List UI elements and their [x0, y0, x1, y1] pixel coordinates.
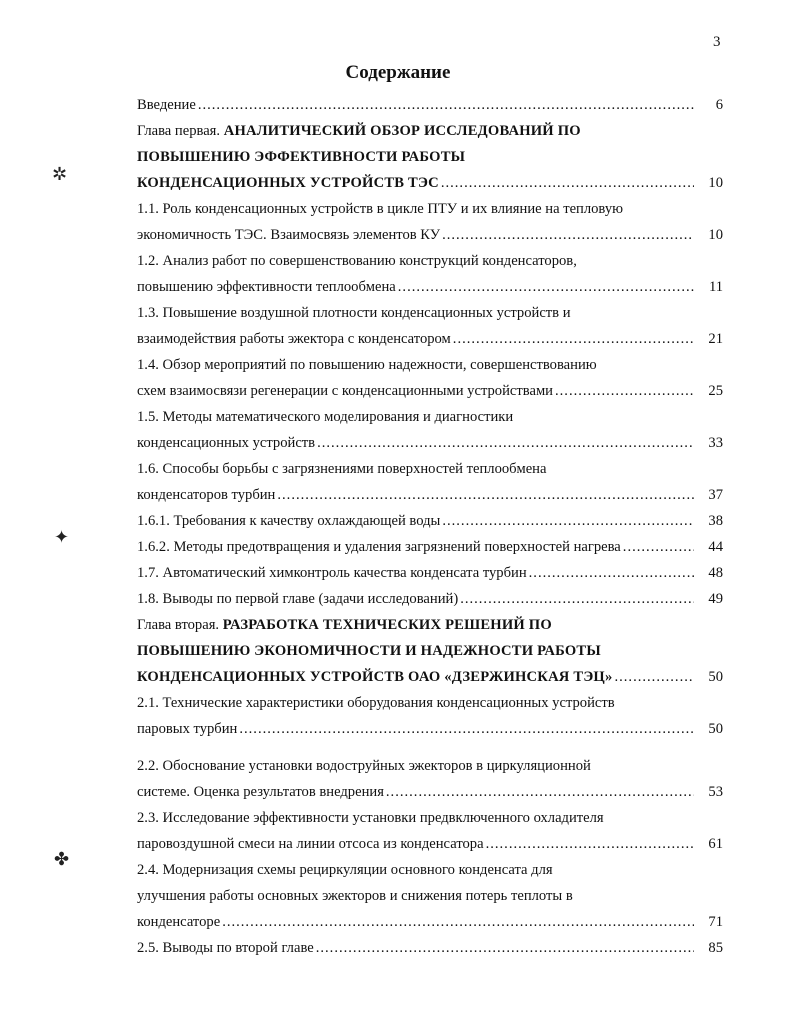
toc-entry-1-6-cont[interactable]: [137, 484, 723, 506]
toc-entry-2-2-cont[interactable]: [137, 781, 723, 803]
toc-page-number: 49: [708, 591, 723, 607]
toc-page-number: 37: [708, 487, 723, 503]
toc-entry-label: 1.3. Повышение воздушной плотности конденсационных устройств и: [137, 305, 571, 321]
toc-page-number: 44: [708, 539, 723, 555]
toc-leader-dots: [442, 510, 694, 532]
toc-entry-2-1-cont[interactable]: [137, 718, 723, 740]
toc-entry-2-1[interactable]: [137, 692, 723, 714]
toc-leader-dots: [398, 276, 694, 298]
toc-page-number: 10: [708, 227, 723, 243]
scan-speck-mark: ✦: [54, 527, 70, 547]
toc-chapter-2-line-2: [137, 640, 723, 662]
toc-page-number: 21: [708, 331, 723, 347]
toc-leader-dots: [623, 536, 694, 558]
scan-speck-mark: ✲: [52, 164, 68, 184]
chapter-title: ПОВЫШЕНИЮ ЭФФЕКТИВНОСТИ РАБОТЫ: [137, 149, 466, 165]
toc-entry-2-2[interactable]: [137, 755, 723, 777]
toc-entry-label: 2.1. Технические характеристики оборудования конденсационных устройств: [137, 695, 615, 711]
toc-entry-2-4[interactable]: [137, 859, 723, 881]
toc-entry-1-3[interactable]: [137, 302, 723, 324]
toc-entry-label: 2.4. Модернизация схемы рециркуляции основного конденсата для: [137, 862, 553, 878]
toc-entry-label: взаимодействия работы эжектора с конденсатором: [137, 331, 451, 347]
toc-entry-1-5-cont[interactable]: [137, 432, 723, 454]
toc-entry-2-5[interactable]: [137, 937, 723, 959]
chapter-title: КОНДЕНСАЦИОННЫХ УСТРОЙСТВ ОАО «ДЗЕРЖИНСКАЯ ТЭЦ»: [137, 669, 613, 685]
scan-speck-mark: ✤: [54, 849, 70, 869]
toc-page-number: 85: [708, 940, 723, 956]
page-title: Содержание: [345, 62, 451, 83]
toc-entry-1-2[interactable]: [137, 250, 723, 272]
toc-entry-1-1-cont[interactable]: [137, 224, 723, 246]
toc-entry-label: конденсаторов турбин: [137, 487, 276, 503]
toc-page-number: 38: [708, 513, 723, 529]
toc-entry-intro[interactable]: [137, 94, 723, 116]
chapter-prefix: Глава первая.: [137, 123, 221, 139]
toc-page-number: 33: [708, 435, 723, 451]
toc-leader-dots: [239, 718, 694, 740]
toc-entry-1-3-cont[interactable]: [137, 328, 723, 350]
toc-entry-1-7[interactable]: [137, 562, 723, 584]
toc-entry-label: системе. Оценка результатов внедрения: [137, 784, 384, 800]
toc-leader-dots: [529, 562, 694, 584]
toc-leader-dots: [386, 781, 694, 803]
toc-entry-1-8[interactable]: [137, 588, 723, 610]
toc-leader-dots: [486, 833, 694, 855]
toc-entry-label: 2.2. Обоснование установки водоструйных эжекторов в циркуляционной: [137, 758, 591, 774]
toc-page-number: 53: [708, 784, 723, 800]
toc-leader-dots: [317, 432, 694, 454]
toc-chapter-1-line-1[interactable]: [137, 120, 723, 142]
toc-page-number: 61: [708, 836, 723, 852]
page-number: 3: [713, 34, 721, 50]
toc-page-number: 50: [708, 669, 723, 685]
toc-entry-1-4[interactable]: [137, 354, 723, 376]
toc-leader-dots: [222, 911, 694, 933]
toc-page-number: 11: [708, 279, 723, 295]
toc-page-number: 10: [708, 175, 723, 191]
toc-entry-label: 2.3. Исследование эффективности установки предвключенного охладителя: [137, 810, 604, 826]
toc-entry-2-3-cont[interactable]: [137, 833, 723, 855]
toc-leader-dots: [614, 666, 694, 688]
toc-entry-label: 1.1. Роль конденсационных устройств в цикле ПТУ и их влияние на тепловую: [137, 201, 624, 217]
toc-entry-label: конденсационных устройств: [137, 435, 316, 451]
toc-page-number: 25: [708, 383, 723, 399]
toc-chapter-2-line-3[interactable]: [137, 666, 723, 688]
toc-entry-label: 1.8. Выводы по первой главе (задачи исследований): [137, 591, 459, 607]
toc-entry-1-2-cont[interactable]: [137, 276, 723, 298]
toc-entry-label: 1.4. Обзор мероприятий по повышению надежности, совершенствованию: [137, 357, 597, 373]
toc-chapter-1-line-3[interactable]: [137, 172, 723, 194]
toc-entry-label: конденсаторе: [137, 914, 221, 930]
toc-leader-dots: [277, 484, 694, 506]
toc-page-number: 48: [708, 565, 723, 581]
chapter-title: КОНДЕНСАЦИОННЫХ УСТРОЙСТВ ТЭС: [137, 175, 439, 191]
chapter-title: ПОВЫШЕНИЮ ЭКОНОМИЧНОСТИ И НАДЕЖНОСТИ РАБОТЫ: [137, 643, 601, 659]
toc-leader-dots: [460, 588, 694, 610]
toc-entry-label: повышению эффективности теплообмена: [137, 279, 396, 295]
chapter-title: АНАЛИТИЧЕСКИЙ ОБЗОР ИССЛЕДОВАНИЙ ПО: [223, 123, 581, 139]
toc-entry-label: 1.6. Способы борьбы с загрязнениями поверхностей теплообмена: [137, 461, 547, 477]
toc-leader-dots: [442, 224, 694, 246]
toc-entry-label: улучшения работы основных эжекторов и снижения потерь теплоты в: [137, 888, 573, 904]
chapter-prefix: Глава вторая.: [137, 617, 220, 633]
toc-entry-label: схем взаимосвязи регенерации с конденсационными устройствами: [137, 383, 553, 399]
toc-leader-dots: [198, 94, 694, 116]
toc-page-number: 50: [708, 721, 723, 737]
toc-entry-1-4-cont[interactable]: [137, 380, 723, 402]
toc-entry-2-4-cont[interactable]: [137, 885, 723, 907]
toc-leader-dots: [555, 380, 694, 402]
toc-entry-2-4-cont-2[interactable]: [137, 911, 723, 933]
toc-entry-label: 1.7. Автоматический химконтроль качества конденсата турбин: [137, 565, 527, 581]
toc-entry-label: 2.5. Выводы по второй главе: [137, 940, 314, 956]
toc-page-number: 6: [715, 97, 723, 113]
toc-entry-label: 1.5. Методы математического моделирования и диагностики: [137, 409, 514, 425]
toc-page-number: 71: [708, 914, 723, 930]
toc-entry-2-3[interactable]: [137, 807, 723, 829]
toc-entry-1-6-2[interactable]: [137, 536, 723, 558]
toc-chapter-2-line-1[interactable]: [137, 614, 723, 636]
toc-leader-dots: [316, 937, 694, 959]
toc-entry-label: паровоздушной смеси на линии отсоса из конденсатора: [137, 836, 484, 852]
chapter-title: РАЗРАБОТКА ТЕХНИЧЕСКИХ РЕШЕНИЙ ПО: [222, 617, 552, 633]
toc-entry-label: паровых турбин: [137, 721, 238, 737]
toc-entry-1-6-1[interactable]: [137, 510, 723, 532]
toc-entry-label: экономичность ТЭС. Взаимосвязь элементов КУ: [137, 227, 441, 243]
toc-chapter-1-line-2: [137, 146, 723, 168]
toc-entry-label: 1.6.2. Методы предотвращения и удаления загрязнений поверхностей нагрева: [137, 539, 621, 555]
toc-entry-label: 1.2. Анализ работ по совершенствованию конструкций конденсаторов,: [137, 253, 577, 269]
toc-leader-dots: [453, 328, 694, 350]
toc-entry-label: Введение: [137, 97, 196, 113]
toc-entry-1-5[interactable]: [137, 406, 723, 428]
toc-entry-label: 1.6.1. Требования к качеству охлаждающей воды: [137, 513, 441, 529]
toc-entry-1-6[interactable]: [137, 458, 723, 480]
toc-entry-1-1[interactable]: [137, 198, 723, 220]
toc-leader-dots: [441, 172, 694, 194]
